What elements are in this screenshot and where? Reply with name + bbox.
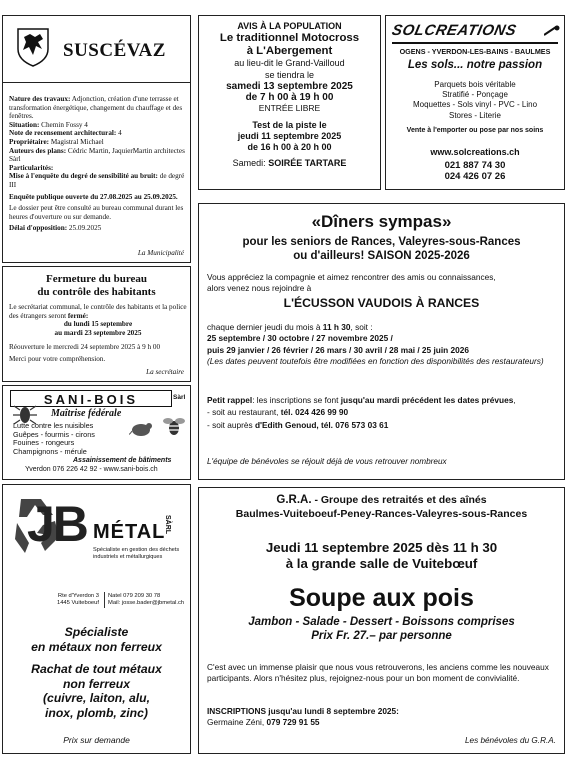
suscevaz-line: Délai d'opposition: 25.09.2025 (9, 224, 102, 233)
suscevaz-signature: La Municipalité (137, 249, 184, 258)
solcreations-ad (385, 15, 565, 190)
sanibois-list: Lutte contre les nuisibles Guêpes - fourmis - cirons Fouines - rongeurs Champignons - mérule (13, 421, 95, 456)
gra-menu: Jambon - Salade - Dessert - Boissons comprises Prix Fr. 27.– par personne (248, 616, 515, 642)
sanibois-subtitle: Maîtrise fédérale (51, 408, 122, 419)
jbmetal-logo-jb: JB (27, 496, 87, 552)
suscevaz-line: Nature des travaux: Adjonction, création d'une terrasse et transformation énergétique, changement du chauffage et des fenêtres. (9, 95, 183, 121)
suscevaz-line: Auteurs des plans: Cédric Martin, JaquierMartin architectes Sàrl (9, 146, 185, 164)
solcreations-products: Parquets bois véritable Stratifié - Ponçage Moquettes - Sols vinyl - PVC - Lino Stores - Literie (412, 80, 538, 120)
fermeture-title: Fermeture du bureau du contrôle des habitants (37, 273, 156, 298)
diners-subtitle: pour les seniors de Rances, Valeyres-sous-Rances ou d'ailleurs! SAISON 2025-2026 (242, 236, 521, 262)
suscevaz-line: Situation: Chemin Fossy 4 (9, 120, 88, 129)
mouse-icon (129, 420, 155, 438)
gra-text: C'est avec un immense plaisir que nous vous retrouverons, les anciens comme les nouveaux participants. Alors n'hésitez plus, rejoignez-nous pour un bon moment de convivialité. (207, 662, 549, 683)
jbmetal-tagline: Spécialiste en gestion des déchets industriels et métallurgiques (93, 547, 180, 560)
solcreations-web: www.solcreations.ch (430, 147, 520, 157)
jbmetal-text: Spécialiste en métaux non ferreux Rachat de tout métaux non ferreux (cuivre, laiton, alu, inox, plomb, zinc) (31, 625, 162, 720)
suscevaz-line: Mise à l'enquête du degré de sensibilité au bruit: de degré III (9, 172, 185, 189)
fermeture-notice (2, 266, 191, 382)
roll-icon (544, 25, 560, 37)
solcreations-underline (392, 42, 558, 44)
gra-title: G.R.A. - Groupe des retraités et des aînés Baulmes-Vuiteboeuf-Peney-Rances-Valeyres-sous-Rances (235, 494, 528, 520)
suscevaz-line: Le dossier peut être consulté au bureau communal durant les heures d'ouverture ou sur demande. (9, 204, 184, 221)
jbmetal-logo-metal: MÉTAL (93, 521, 166, 543)
solcreations-slogan: Les sols... notre passion (407, 59, 543, 71)
diners-schedule: chaque dernier jeudi du mois à 11 h 30, soit : 25 septembre / 30 octobre / 27 novembre 2025 / puis 29 janvier / 26 février / 26 mars / 30 avril / 28 mai / 25 juin 2026 (Les dates peuvent toutefois être modifiées en fonction des disponibilités des restaurateurs) (207, 322, 544, 366)
diners-rappel: Petit rappel: les inscriptions se font jusqu'au mardi précédent les dates prévues, - soit au restaurant, tél. 024 426 99 90 - soit auprès d'Edith Genoud, tél. 076 573 03 61 (207, 395, 516, 430)
suscevaz-notice (2, 15, 191, 263)
gra-soupe: Soupe aux pois (289, 584, 474, 612)
coat-of-arms-icon (16, 27, 50, 67)
jbmetal-ad (2, 484, 191, 754)
solcreations-vente: Vente à l'emporter ou pose par nos soins (406, 127, 544, 134)
jbmetal-contact: Natel 079 209 30 78 Mail: josse.bader@jbmetal.ch (108, 593, 185, 606)
diners-title: «Dîners sympas» (311, 212, 452, 231)
solcreations-phones: 021 887 74 30 024 426 07 26 (444, 160, 506, 182)
solcreations-logo: SOLCREATIONS (390, 22, 518, 39)
wasp-icon (163, 416, 185, 436)
suscevaz-line: Note de recensement architectural: 4 (9, 129, 122, 138)
sanibois-sarl: Sàrl (173, 394, 186, 401)
sanibois-assainissement: Assainissement de bâtiments (73, 457, 172, 464)
diners-footer: L'équipe de bénévoles se réjouit déjà de vous retrouver nombreux (207, 457, 447, 466)
jbmetal-address: Rte d'Yverdon 3 1445 Vuiteboeuf (56, 593, 99, 606)
suscevaz-line: Particularités: (9, 163, 54, 172)
motocross-notice (198, 15, 381, 190)
suscevaz-header (3, 16, 190, 83)
suscevaz-body (9, 95, 185, 233)
diners-intro: Vous appréciez la compagnie et aimez rencontrer des amis ou connaissances, alors venez nous rejoindre à (207, 272, 496, 293)
suscevaz-line: Propriétaire: Magistral Michael (9, 137, 104, 146)
suscevaz-line: Enquête publique ouverte du 27.08.2025 au 25.09.2025. (9, 192, 178, 201)
gra-date: Jeudi 11 septembre 2025 dès 11 h 30 à la grande salle de Vuitebœuf (265, 540, 498, 571)
jbmetal-divider (104, 592, 105, 608)
motocross-text: AVIS À LA POPULATION Le traditionnel Motocross à L'Abergement au lieu-dit le Grand-Vailloud se tiendra le samedi 13 septembre 2025 de 7 h 00 à 19 h 00 ENTRÉE LIBRE Test de la piste le jeudi 11 septembre 2025 de 16 h 00 à 20 h 00 Samedi: SOIRÉE TARTARE (219, 21, 360, 168)
diners-notice (198, 203, 565, 480)
jbmetal-sarl: SÀRL (164, 515, 171, 535)
diners-place: L'ÉCUSSON VAUDOIS À RANCES (283, 296, 480, 310)
solcreations-towns: OGENS - YVERDON-LES-BAINS - BAULMES (399, 47, 551, 56)
sanibois-contact: Yverdon 076 226 42 92 - www.sani-bois.ch (25, 466, 158, 473)
fermeture-body: Le secrétariat communal, le contrôle des habitants et la police des étrangers seront fermé: du lundi 15 septembre au mardi 23 septembre 2025 Réouverture le mercredi 24 septembre 2025 à 9 h 00 Merci pour votre compréhension. (9, 303, 187, 363)
gra-notice (198, 487, 565, 754)
suscevaz-title: SUSCÉVAZ (63, 40, 166, 61)
gra-footer: Les bénévoles du G.R.A. (464, 736, 556, 745)
sanibois-ad (2, 385, 191, 480)
jbmetal-footer: Prix sur demande (63, 735, 130, 745)
sanibois-logo: SANI-BOIS (10, 390, 172, 407)
gra-inscriptions: INSCRIPTIONS jusqu'au lundi 8 septembre 2025: Germaine Zéni, 079 729 91 55 (207, 706, 399, 727)
fermeture-signature: La secrétaire (146, 368, 184, 377)
